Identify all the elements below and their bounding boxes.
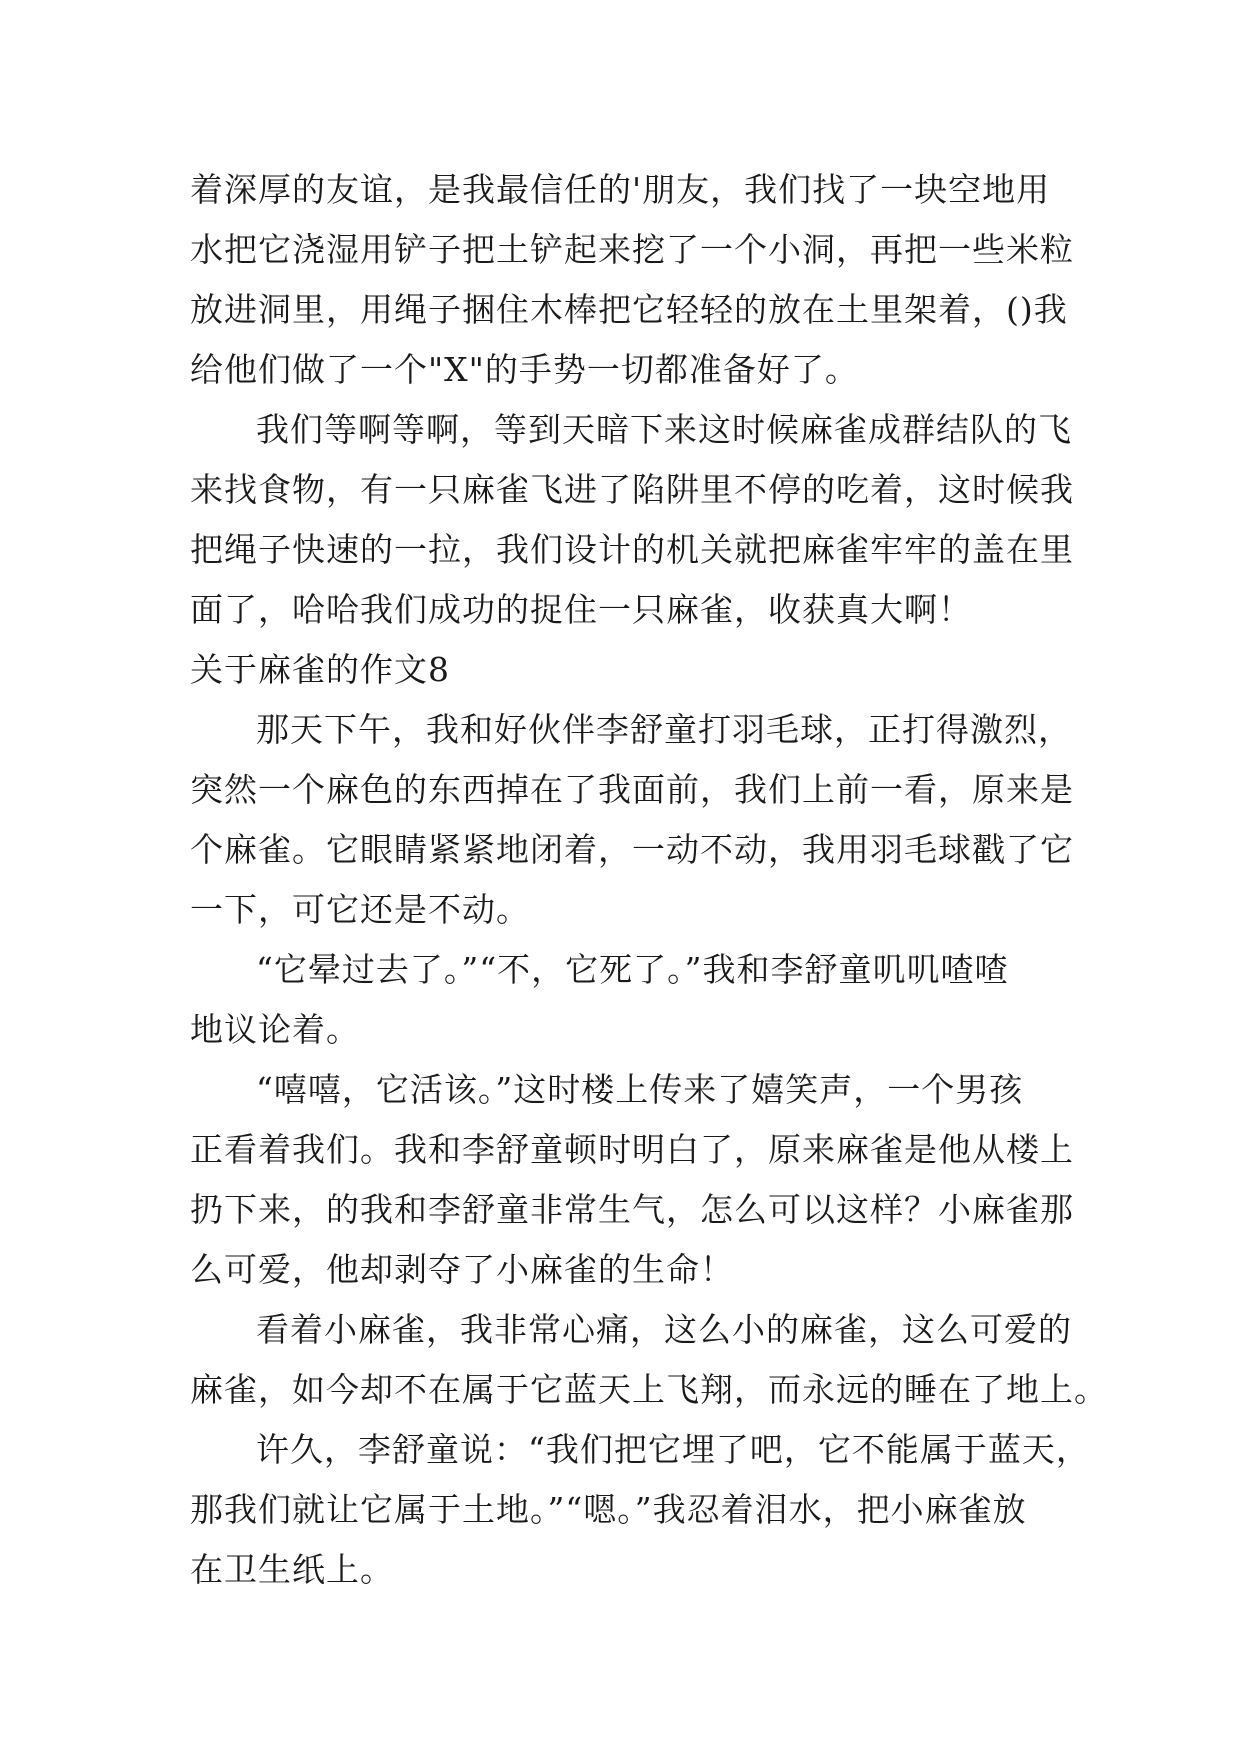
- text-line: 麻雀，如今却不在属于它蓝天上飞翔，而永远的睡在了地上。: [190, 1370, 1108, 1409]
- text-line: 把绳子快速的一拉，我们设计的机关就把麻雀牢牢的盖在里: [190, 530, 1074, 569]
- text-line: 给他们做了一个"X"的手势一切都准备好了。: [190, 350, 859, 389]
- text-line: 个麻雀。它眼睛紧紧地闭着，一动不动，我用羽毛球戳了它: [190, 830, 1074, 869]
- section-heading: 关于麻雀的作文8: [190, 650, 450, 689]
- text-line: 着深厚的友谊，是我最信任的'朋友，我们找了一块空地用: [190, 170, 1051, 209]
- paragraph-first-line: “嘻嘻，它活该。”这时楼上传来了嬉笑声，一个男孩: [256, 1070, 1024, 1109]
- paragraph-first-line: “它晕过去了。”“不，它死了。”我和李舒童叽叽喳喳: [256, 950, 1009, 989]
- text-line: 地议论着。: [190, 1010, 360, 1049]
- text-line: 扔下来，的我和李舒童非常生气，怎么可以这样？小麻雀那: [190, 1190, 1074, 1229]
- text-line: 么可爱，他却剥夺了小麻雀的生命！: [190, 1250, 734, 1289]
- text-line: 水把它浇湿用铲子把土铲起来挖了一个小洞，再把一些米粒: [190, 230, 1074, 269]
- text-line: 突然一个麻色的东西掉在了我面前，我们上前一看，原来是: [190, 770, 1074, 809]
- text-line: 来找食物，有一只麻雀飞进了陷阱里不停的吃着，这时候我: [190, 470, 1074, 509]
- text-line: 放进洞里，用绳子捆住木棒把它轻轻的放在土里架着，()我: [190, 290, 1068, 329]
- paragraph-first-line: 看着小麻雀，我非常心痛，这么小的麻雀，这么可爱的: [256, 1310, 1072, 1349]
- text-line: 正看着我们。我和李舒童顿时明白了，原来麻雀是他从楼上: [190, 1130, 1074, 1169]
- document-body: [190, 160, 1108, 1600]
- paragraph-first-line: 那天下午，我和好伙伴李舒童打羽毛球，正打得激烈，: [256, 710, 1072, 749]
- paragraph-first-line: 我们等啊等啊，等到天暗下来这时候麻雀成群结队的飞: [256, 410, 1072, 449]
- text-line: 在卫生纸上。: [190, 1550, 394, 1589]
- text-line: 那我们就让它属于土地。”“嗯。”我忍着泪水，把小麻雀放: [190, 1490, 1027, 1529]
- text-line: 一下，可它还是不动。: [190, 890, 530, 929]
- text-line: 面了，哈哈我们成功的捉住一只麻雀，收获真大啊！: [190, 590, 972, 629]
- paragraph-first-line: 许久，李舒童说：“我们把它埋了吧，它不能属于蓝天，: [256, 1430, 1090, 1469]
